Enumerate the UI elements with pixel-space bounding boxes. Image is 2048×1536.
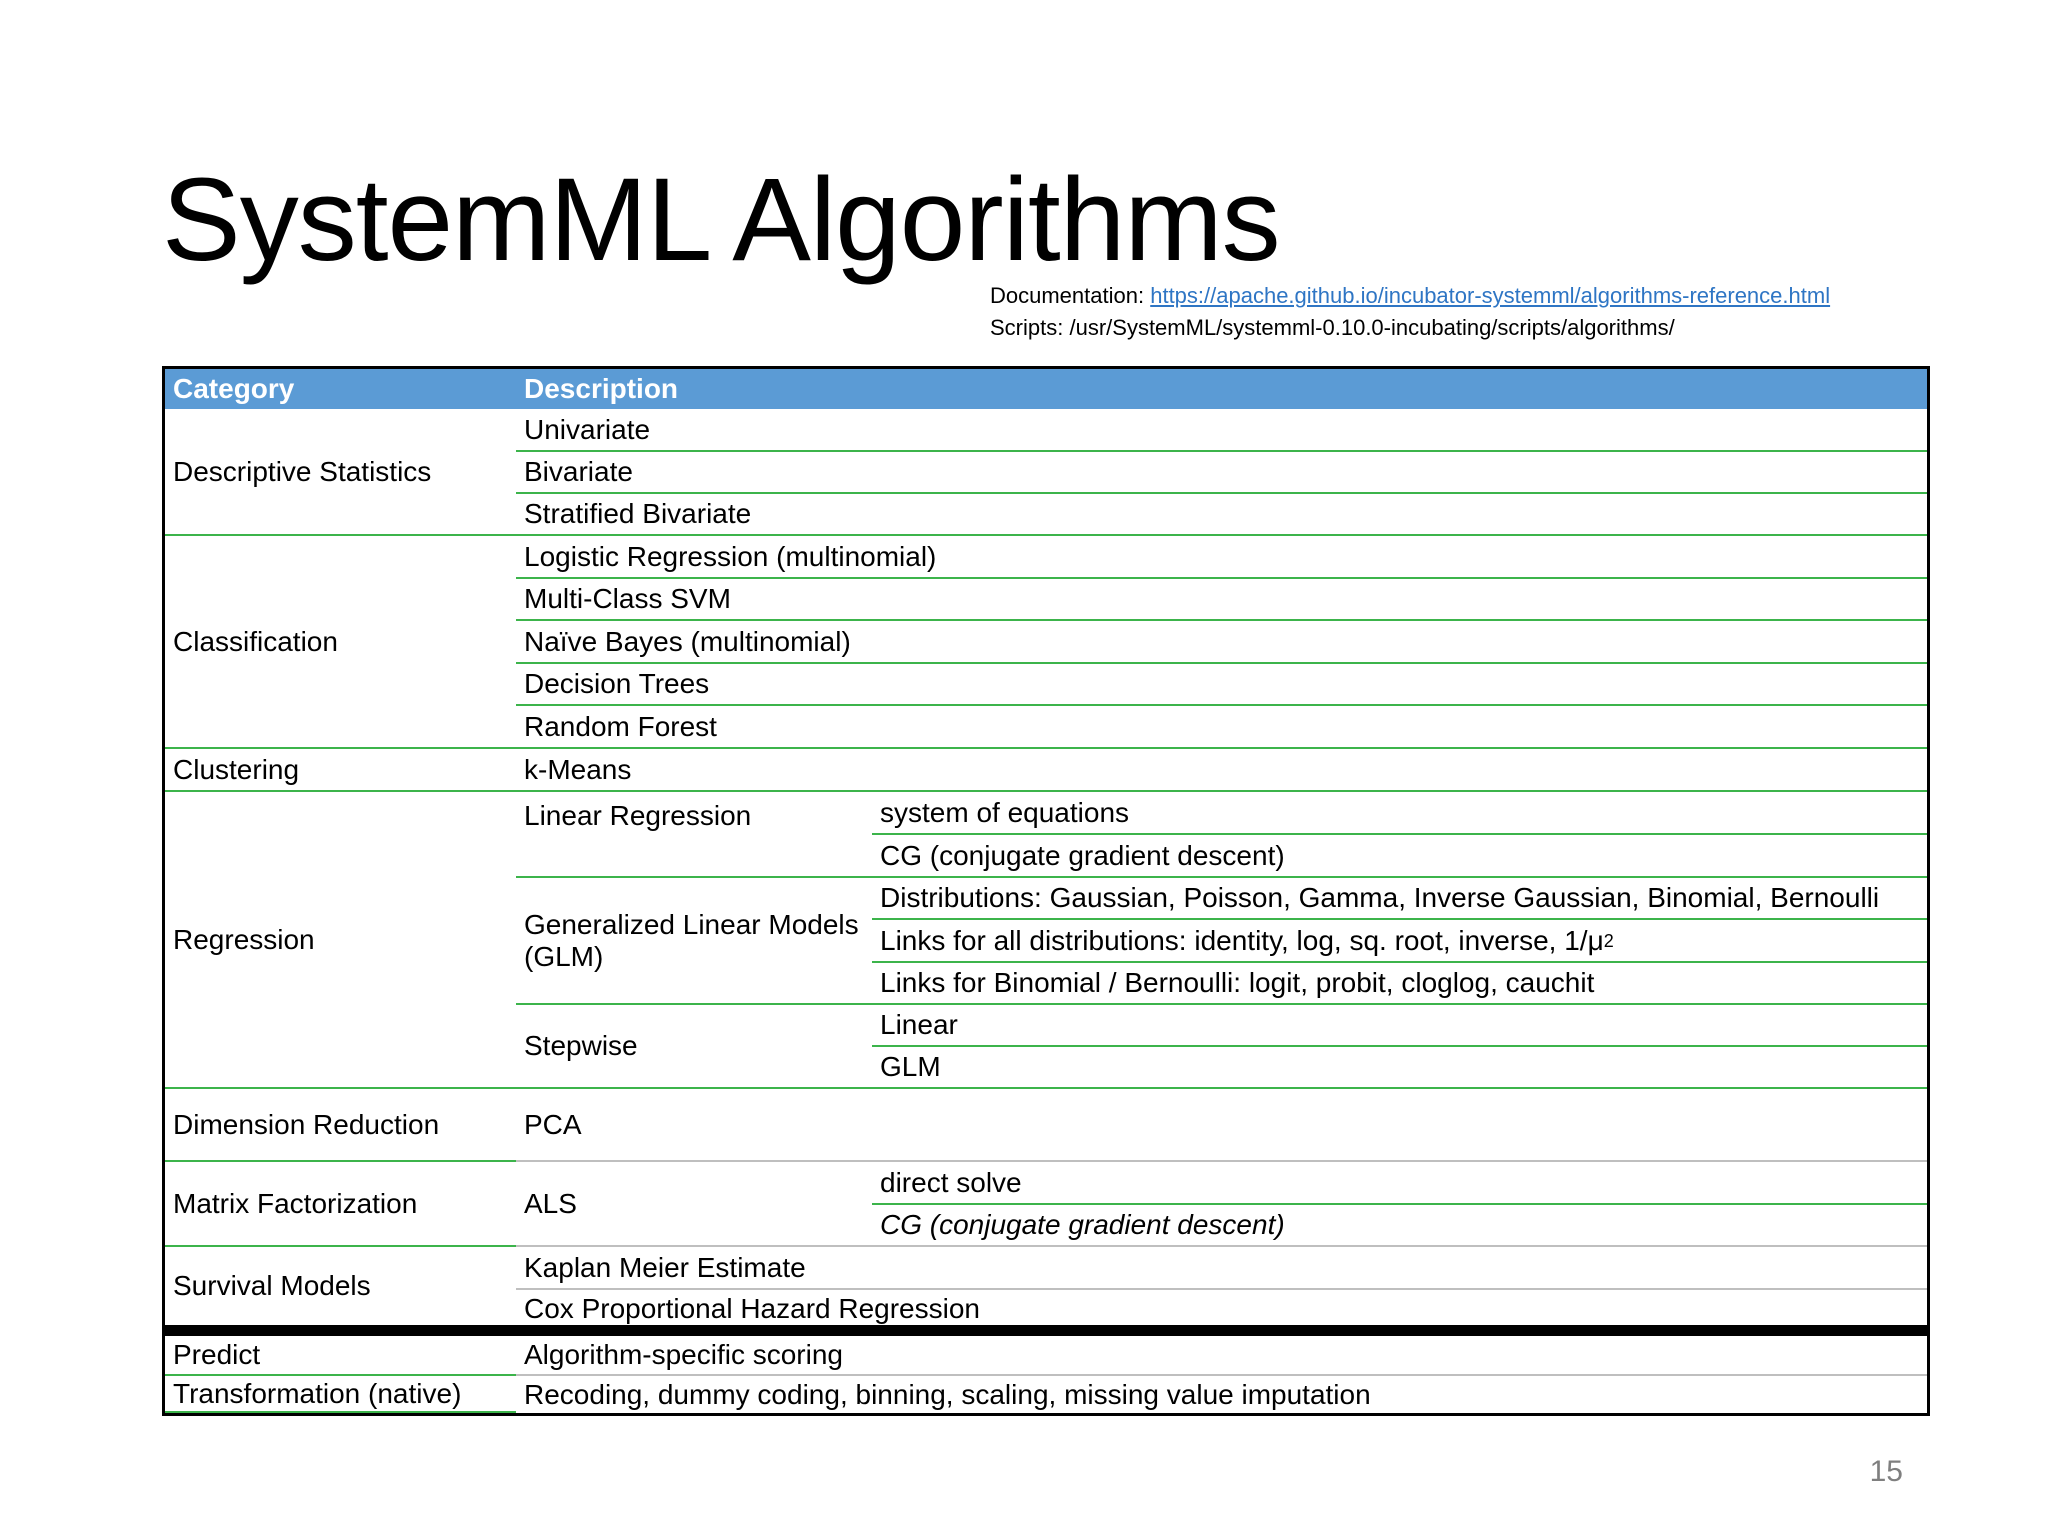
category-descriptive-statistics: Descriptive Statistics	[165, 409, 516, 536]
list-item: Links for Binomial / Bernoulli: logit, probit, cloglog, cauchit	[872, 963, 1927, 1005]
list-item: Naïve Bayes (multinomial)	[516, 621, 1927, 664]
category-matrix-factorization: Matrix Factorization	[165, 1162, 516, 1247]
table-separator	[162, 1325, 1930, 1336]
category-transformation: Transformation (native)	[165, 1376, 516, 1413]
list-item: direct solve	[872, 1162, 1927, 1205]
list-item: Algorithm-specific scoring	[516, 1336, 1927, 1376]
list-item: k-Means	[516, 749, 1927, 792]
list-item: Kaplan Meier Estimate	[516, 1247, 1927, 1290]
list-item: Linear	[872, 1005, 1927, 1047]
list-item: GLM	[872, 1047, 1927, 1089]
list-item: Linear Regression	[516, 792, 872, 878]
category-clustering: Clustering	[165, 749, 516, 792]
list-item: Cox Proportional Hazard Regression	[524, 1293, 980, 1324]
list-item: Recoding, dummy coding, binning, scaling, missing value imputation	[524, 1378, 1371, 1410]
header-category: Category	[173, 373, 295, 404]
header-description: Description	[524, 373, 679, 404]
documentation-link[interactable]: https://apache.github.io/incubator-systemml/algorithms-reference.html	[1150, 283, 1831, 308]
category-predict: Predict	[165, 1336, 516, 1376]
documentation-label: Documentation:	[990, 283, 1145, 308]
page-number: 15	[1869, 1455, 1903, 1488]
documentation-info	[990, 280, 1830, 344]
category-survival-models: Survival Models	[173, 1270, 371, 1301]
list-item: Generalized Linear Models (GLM)	[516, 878, 872, 1005]
category-classification: Classification	[165, 536, 516, 749]
list-item: CG (conjugate gradient descent)	[872, 835, 1927, 878]
list-item: Bivariate	[516, 452, 1927, 494]
list-item: Stratified Bivariate	[516, 494, 1927, 536]
list-item: Random Forest	[516, 706, 1927, 749]
list-item: Logistic Regression (multinomial)	[516, 536, 1927, 579]
list-item: Distributions: Gaussian, Poisson, Gamma, Inverse Gaussian, Binomial, Bernoulli	[872, 878, 1927, 920]
list-item: Links for all distributions: identity, log, sq. root, inverse, 1/μ 2	[872, 920, 1927, 963]
list-item: Univariate	[516, 409, 1927, 452]
scripts-label: Scripts:	[990, 315, 1064, 340]
documentation-line	[990, 280, 1830, 312]
list-item: CG (conjugate gradient descent)	[872, 1205, 1927, 1247]
page-title: SystemML Algorithms	[162, 154, 1280, 286]
list-item: PCA	[516, 1089, 1927, 1162]
category-dimension-reduction: Dimension Reduction	[165, 1089, 516, 1162]
list-item: system of equations	[872, 792, 1927, 835]
list-item: Decision Trees	[516, 664, 1927, 706]
scripts-path: /usr/SystemML/systemml-0.10.0-incubating/scripts/algorithms/	[1069, 315, 1675, 340]
links-all-text: Links for all distributions: identity, log, sq. root, inverse, 1/μ	[880, 924, 1604, 956]
category-regression: Regression	[165, 792, 516, 1089]
list-item: ALS	[516, 1162, 872, 1247]
scripts-line	[990, 312, 1830, 344]
list-item: Stepwise	[516, 1005, 872, 1089]
list-item: Multi-Class SVM	[516, 579, 1927, 621]
